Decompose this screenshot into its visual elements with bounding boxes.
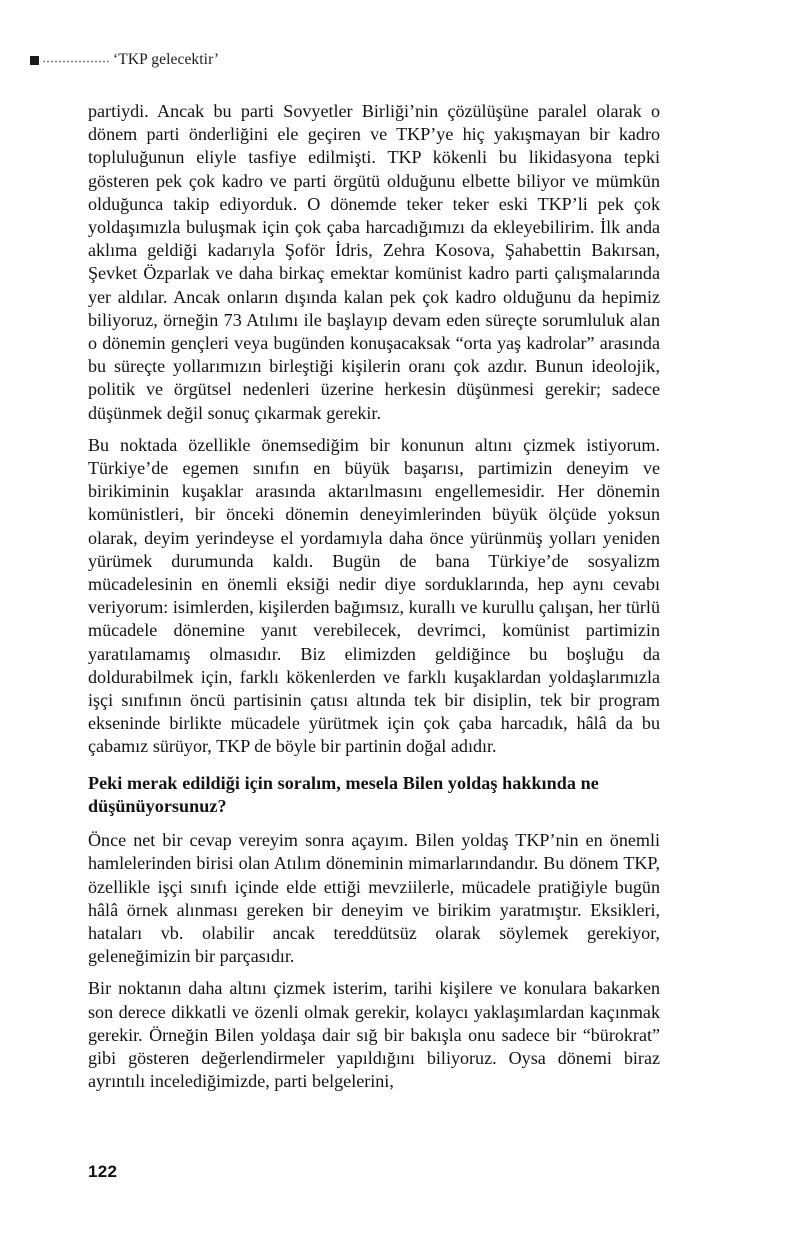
- body-text-column: [88, 100, 660, 1093]
- paragraph-1: partiydi. Ancak bu parti Sovyetler Birliği’nin çözülüşüne paralel olarak o dönem parti önderliğini ele geçiren ve TKP’ye hiç yakışmayan bir kadro topluluğunun eliyle tasfiye edilmişti. TKP kökenli bu likidasyona tepki gösteren pek çok kadro ve parti örgütü olduğunu elbette biliyor ve mümkün olduğunca takip ediyorduk. O dönemde teker teker eski TKP’li pek çok yoldaşımızla buluşmak için çok çaba harcadığımızı da ekleyebilirim. İlk anda aklıma geldiği kadarıyla Şoför İdris, Zehra Kosova, Şahabettin Bakırsan, Şevket Özparlak ve daha birkaç emektar komünist kadro parti çalışmalarında yer aldılar. Ancak onların dışında kalan pek çok kadro olduğunu da hepimiz biliyoruz, örneğin 73 Atılımı ile başlayıp devam eden süreçte sorumluluk alan o dönemin gençleri veya bugünden konuşacaksak “orta yaş kadrolar” arasında bu süreçte yollarımızın birleştiği kişilerin oranı çok azdır. Bunun ideolojik, politik ve örgütsel nedenleri üzerine herkesin düşünmesi gerekir; sadece düşünmek değil sonuç çıkarmak gerekir.: [88, 101, 660, 423]
- running-header-title: ‘TKP gelecektir’: [113, 51, 220, 68]
- interview-question-heading: Peki merak edildiği için soralım, mesela Bilen yoldaş hakkında ne düşünüyorsunuz?: [88, 772, 599, 816]
- dotted-leader-icon: [43, 57, 111, 66]
- paragraph-2: Bu noktada özellikle önemsediğim bir konunun altını çizmek istiyorum. Türkiye’de egemen sınıfın en büyük başarısı, partimizin deneyim ve birikiminin kuşaklar arasında aktarılmasını engellemesidir. Her dönemin komünistleri, bir önceki dönemin deneyimlerinden büyük ölçüde yoksun olarak, deyim yerindeyse el yordamıyla daha önce yürünmüş yolları yeniden yürümek durumunda kaldı. Bugün de bana Türkiye’de sosyalizm mücadelesinin en önemli eksiği nedir diye sorduklarında, hep aynı cevabı veriyorum: isimlerden, kişilerden bağımsız, kurallı ve kurullu çalışan, her türlü mücadele dönemine yanıt verebilecek, devrimci, komünist partimizin yaratılamamış olmasıdır. Biz elimizden geldiğince bu boşluğu da doldurabilmek için, farklı kökenlerden ve farklı kuşaklardan yoldaşlarımızla işçi sınıfının öncü partisinin çatısı altında tek bir disiplin, tek bir program ekseninde birlikte mücadele yürütmek için çok çaba harcadık, hâlâ da bu çabamız sürüyor, TKP de böyle bir partinin doğal adıdır.: [88, 434, 660, 757]
- page-number: 122: [88, 1162, 118, 1181]
- paragraph-5: Bir noktanın daha altını çizmek isterim, tarihi kişilere ve konulara bakarken son derece dikkatli ve özenli olmak gerekir, kolaycı yaklaşımlardan kaçınmak gerekir. Örneğin Bilen yoldaşa dair sığ bir bakışla onu sadece bir “bürokrat” gibi gösteren değerlendirmeler yapıldığını biliyoruz. Oysa dönemi biraz ayrıntılı incelediğimizde, parti belgelerini,: [88, 978, 660, 1092]
- paragraph-4: Önce net bir cevap vereyim sonra açayım. Bilen yoldaş TKP’nin en önemli hamlelerinden birisi olan Atılım döneminin mimarlarındandır. Bu dönem TKP, özellikle işçi sınıfı içinde elde ettiği mevziilerle, mücadele pratiğiyle bugün hâlâ örnek alınması gereken bir deneyim ve birikim yaratmıştır. Eksikleri, hataları vb. olabilir ancak tereddütsüz olarak söylemek gerekiyor, geleneğimizin bir parçasıdır.: [88, 830, 660, 967]
- running-header: [30, 50, 670, 70]
- square-bullet-icon: [30, 56, 39, 65]
